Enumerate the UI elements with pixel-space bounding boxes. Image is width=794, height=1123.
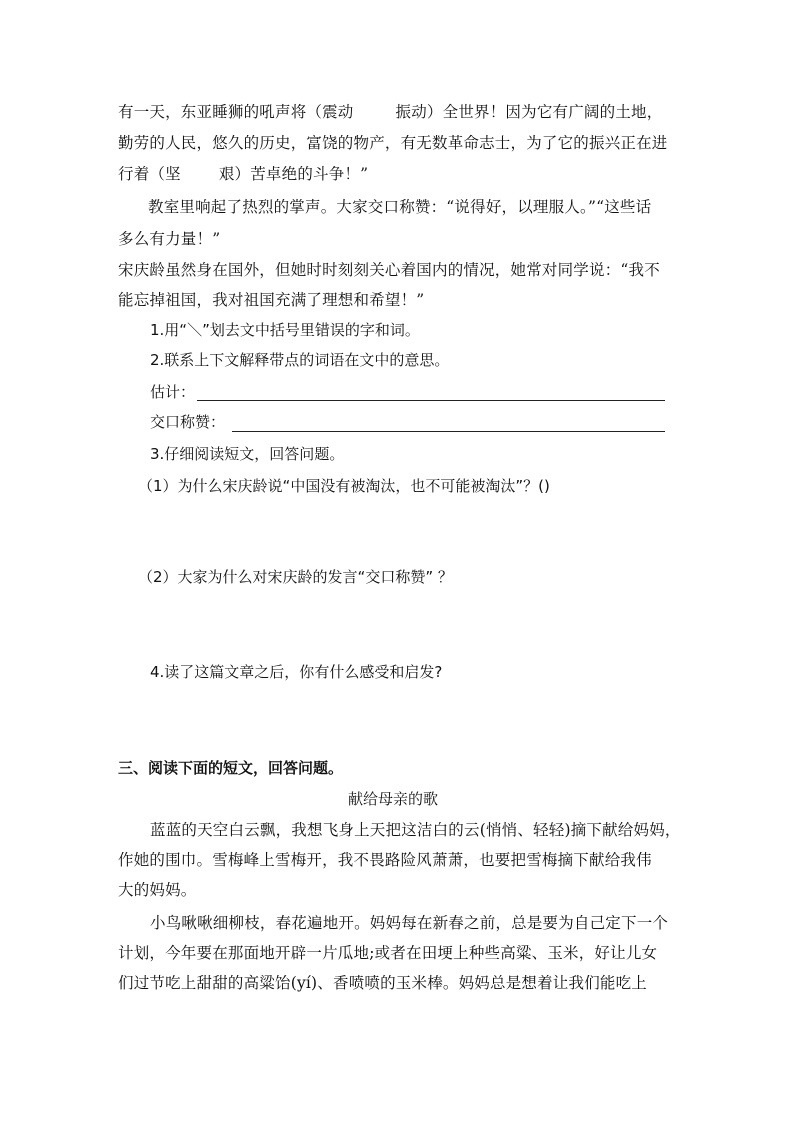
passage-line [118, 105, 662, 121]
passage-line: 多么有力量！” [118, 230, 221, 248]
article-title: 献给母亲的歌 [348, 790, 439, 808]
passage-line: 能忘掉祖国，我对祖国充满了理想和希望！” [118, 291, 425, 309]
article-line: 蓝蓝的天空白云飘，我想飞身上天把这洁白的云(悄悄、轻轻)摘下献给妈妈， [150, 821, 681, 839]
passage-line: 勤劳的人民，悠久的历史，富饶的物产，有无数革命志士，为了它的振兴正在进 [118, 134, 668, 152]
answer-label-jiaokou: 交口称赞： [150, 413, 226, 431]
answer-label-guji: 估计： [150, 383, 196, 401]
question-4: 4.读了这篇文章之后，你有什么感受和启发? [150, 663, 443, 681]
article-line: 小鸟啾啾细柳枝，春花遍地开。妈妈每在新春之前，总是要为自己定下一个 [150, 914, 669, 932]
passage-text: 有一天，东亚睡狮的吼声将（震动 [118, 103, 354, 121]
question-3-2: （2）大家为什么对宋庆龄的发言“交口称赞” ？ [138, 568, 453, 586]
question-3: 3.仔细阅读短文，回答问题。 [150, 445, 345, 463]
section-heading: 三、阅读下面的短文，回答问题。 [118, 759, 344, 777]
passage-text: 行着（坚 [118, 165, 181, 183]
question-1: 1.用“＼”划去文中括号里错误的字和词。 [150, 321, 420, 339]
question-3-1: （1）为什么宋庆龄说“中国没有被淘汰，也不可能被淘汰”？() [138, 477, 550, 495]
article-line: 们过节吃上甜甜的高粱饴(yí)、香喷喷的玉米棒。妈妈总是想着让我们能吃上 [118, 974, 648, 992]
article-line: 计划，今年要在那面地开辟一片瓜地;或者在田埂上种些高粱、玉米，好让儿女 [118, 944, 658, 962]
answer-line-guji[interactable] [197, 400, 665, 401]
passage-line [118, 167, 368, 183]
article-line: 大的妈妈。 [118, 881, 197, 899]
answer-line-jiaokou[interactable] [232, 431, 665, 432]
passage-line: 教室里响起了热烈的掌声。大家交口称赞：“说得好，以理服人。”“这些话 [148, 198, 652, 216]
passage-text: 艰）苦卓绝的斗争！” [218, 165, 369, 183]
passage-line: 宋庆龄虽然身在国外，但她时时刻刻关心着国内的情况，她常对同学说：“我不 [118, 261, 660, 279]
passage-text: 振动）全世界！因为它有广阔的土地， [395, 103, 663, 121]
question-2: 2.联系上下文解释带点的词语在文中的意思。 [150, 351, 450, 369]
article-line: 作她的围巾。雪梅峰上雪梅开，我不畏路险风萧萧，也要把雪梅摘下献给我伟 [118, 851, 652, 869]
